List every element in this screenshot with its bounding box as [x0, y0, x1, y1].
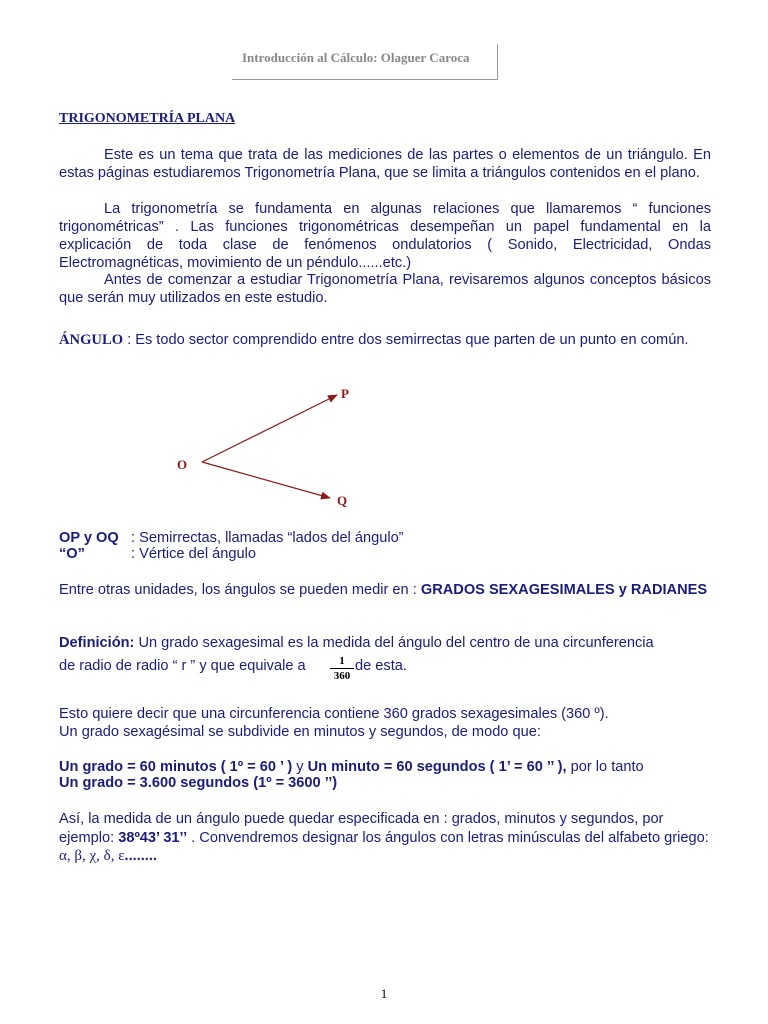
definition-line-2-end: de esta.	[355, 658, 407, 674]
definition-text: Un grado sexagesimal es la medida del ángulo del centro de una circunferencia	[134, 635, 654, 651]
example-angle: 38º43’ 31’’	[118, 829, 188, 846]
ray-op	[202, 395, 337, 462]
page-number: 1	[380, 986, 388, 1001]
legend-term-2: “O”	[59, 546, 85, 562]
fraction-numerator: 1	[330, 655, 354, 669]
intro-paragraph-3: Antes de comenzar a estudiar Trigonometría Plana, revisaremos algunos conceptos básicos que serán muy utilizados en este estudio.	[59, 272, 711, 306]
closing-paragraph	[59, 810, 711, 866]
angle-definition-text: : Es todo sector comprendido entre dos semirrectas que parten de un punto en común.	[123, 332, 689, 348]
legend-term-1: OP y OQ	[59, 530, 119, 546]
definition-line-2	[59, 657, 306, 675]
fraction-denominator: 360	[333, 670, 351, 682]
section-title: TRIGONOMETRÍA PLANA	[59, 111, 236, 126]
legend-row-2	[59, 545, 256, 563]
definition-line-2-start: de radio de radio “ r ” y que equivale a	[59, 658, 306, 674]
vertex-label: O	[177, 457, 188, 472]
units-text: Entre otras unidades, los ángulos se pueden medir en :	[59, 582, 421, 598]
legend-text-1: : Semirrectas, llamadas “lados del ángulo”	[131, 530, 404, 546]
equivalence-tail: por lo tanto	[566, 759, 644, 775]
point-q-label: Q	[337, 493, 348, 508]
angle-diagram	[170, 380, 370, 510]
units-bold: GRADOS SEXAGESIMALES y RADIANES	[420, 582, 708, 598]
fraction-1-360	[330, 655, 354, 682]
legend-text-2: : Vértice del ángulo	[131, 546, 256, 562]
angle-definition	[59, 331, 711, 349]
intro-paragraph-1: Este es un tema que trata de las mediciones de las partes o elementos de un triángulo. En estas páginas estudiaremos Trigonometría Plana, que se limita a triángulos contenidos en el plano.	[59, 147, 711, 181]
closing-text-2: . Convendremos designar los ángulos con letras minúsculas del alfabeto griego:	[187, 829, 709, 846]
equivalence-line-2	[59, 774, 337, 792]
circle-line-1: Esto quiere decir que una circunferencia contiene 360 grados sexagesimales (360 º).	[59, 706, 609, 722]
equivalence-separator: y	[292, 759, 308, 775]
closing-text-1: Así, la medida de un ángulo puede quedar especificada en : grados, minutos y segundos, por ejemplo:	[59, 811, 664, 846]
point-p-label: P	[341, 386, 349, 401]
equivalence-grade-seconds: Un grado = 3.600 segundos (1º = 3600 ’’)	[59, 775, 338, 791]
angle-term: ÁNGULO	[59, 332, 124, 348]
ray-oq	[202, 462, 330, 498]
greek-letters: α, β, χ, δ, ε	[59, 848, 125, 864]
equivalence-grade-minutes: Un grado = 60 minutos ( 1º = 60 ’ )	[59, 759, 293, 775]
running-header: Introducción al Cálculo: Olaguer Caroca	[242, 50, 470, 65]
circle-line-2: Un grado sexagésimal se subdivide en minutos y segundos, de modo que:	[59, 724, 541, 740]
closing-dots: ........	[124, 848, 157, 864]
intro-paragraph-2: La trigonometría se fundamenta en algunas relaciones que llamaremos “ funciones trigonométricas” . Las funciones trigonométricas desempeñan un papel fundamental en la explicación de toda clase de fenómenos ondulatorios ( Sonido, Electricidad, Ondas Electromagnéticas, movimiento de un péndulo......etc.)	[59, 201, 711, 271]
units-paragraph	[59, 581, 711, 599]
equivalence-minute-seconds: Un minuto = 60 segundos ( 1’ = 60 ’’ ),	[307, 759, 567, 775]
definition-label: Definición:	[59, 635, 135, 651]
definition-line-1	[59, 634, 654, 652]
